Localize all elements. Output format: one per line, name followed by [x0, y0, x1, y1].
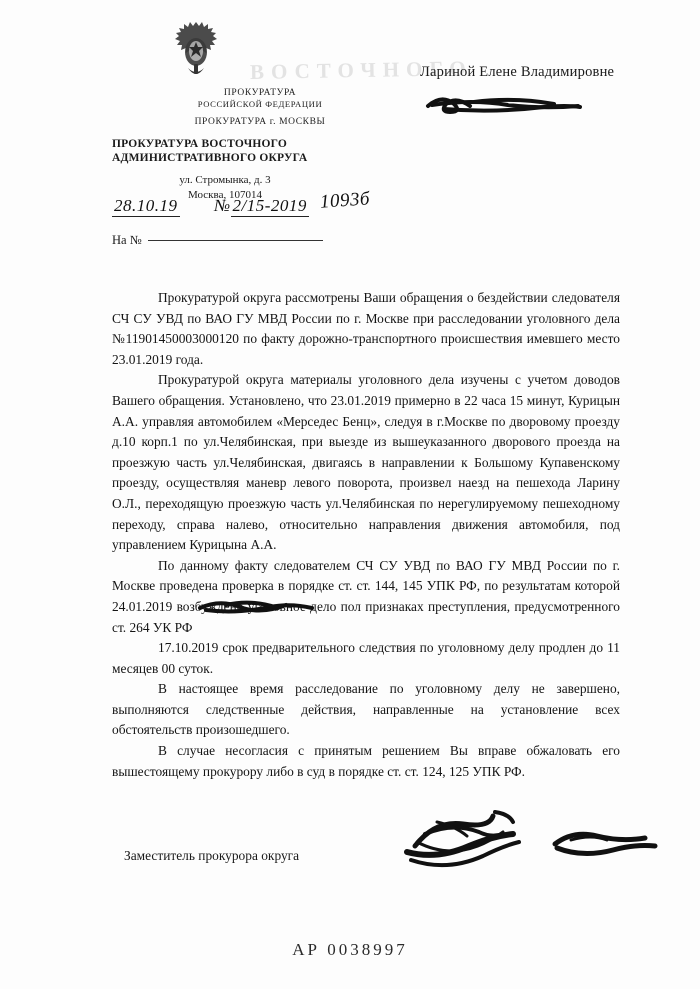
russian-coat-of-arms-icon	[168, 20, 224, 82]
reply-reference-rule	[148, 240, 323, 241]
office-address-line-2: Москва, 107014	[188, 189, 262, 202]
body-paragraph-3: По данному факту следователем СЧ СУ УВД по ВАО ГУ МВД России по г. Москве проведена проверка в порядке ст. ст. 144, 145 УПК РФ, по результатам которой 24.01.2019 возбуждено уголовное дело пол признаках преступления, предусмотренного ст. 264 УК РФ	[112, 557, 620, 635]
reply-reference-label: На №	[112, 233, 142, 247]
body-paragraph-1: Прокуратурой округа рассмотрены Ваши обращения о бездействии следователя СЧ СУ УВД по ВАО ГУ МВД России по г. Москве при расследовании уголовного дела №11901450003000120 по факту дорожно-транспортного происшествия имевшего место 23.01.2019 года.	[112, 290, 620, 367]
redaction-mark-address	[424, 92, 584, 114]
registration-date-value: 28.10.19	[114, 196, 178, 215]
signatory-title: Заместитель прокурора округа	[124, 848, 300, 863]
registration-stamp: 1093б	[319, 188, 371, 213]
handwritten-signature-icon	[395, 800, 665, 880]
letterhead	[110, 20, 410, 204]
reply-reference-row	[112, 233, 323, 248]
letterhead-line-1: ПРОКУРАТУРА	[223, 88, 297, 98]
office-title-line-2: АДМИНИСТРАТИВНОГО ОКРУГА	[112, 152, 308, 165]
body-paragraph-2: Прокуратурой округа материалы уголовного дела изучены с учетом доводов Вашего обращения. Установлено, что 23.01.2019 примерно в 22 часа 15 минут, Курицын А.А. управляя автомобилем «Мерседес Бенц», следуя в г.Москве по дворовому проезду д.10 корп.1 по ул.Челябинская, при выезде из вышеуказанного дворового проезда на проезжую часть ул.Челябинская, двигаясь в направлении к Большому Купавенскому проезду, осуществляя маневр левого поворота, произвел наезд на пешехода Ларину О.Л., переходящую проезжую часть ул.Челябинская по нерегулируемому пешеходному переходу, справа налево, относительно направления движения автомобиля, под управлением Курицына А.А.	[112, 372, 620, 553]
registration-number-prefix: №	[214, 196, 231, 215]
letterhead-line-3: ПРОКУРАТУРА г. МОСКВЫ	[194, 117, 326, 127]
office-address-line-1: ул. Стромынка, д. 3	[179, 173, 271, 186]
document-serial-code: АР 0038997	[292, 940, 408, 959]
letterhead-line-2: РОССИЙСКОЙ ФЕДЕРАЦИИ	[197, 99, 323, 109]
office-title-line-1: ПРОКУРАТУРА ВОСТОЧНОГО	[112, 138, 288, 150]
body-paragraph-4: 17.10.2019 срок предварительного следствия по уголовному делу продлен до 11 месяцев 00 суток.	[112, 640, 620, 676]
watermark-text: ВОСТОЧНОГО	[249, 56, 473, 84]
redaction-mark-body	[196, 597, 316, 615]
letter-body	[112, 288, 620, 782]
registration-number-value: 2/15-2019	[232, 196, 307, 215]
body-paragraph-6: В случае несогласия с принятым решением Вы вправе обжаловать его вышестоящему прокурору либо в суд в порядке ст. ст. 124, 125 УПК РФ.	[112, 743, 620, 779]
addressee-name: Лариной Елене Владимировне	[420, 64, 615, 80]
registration-date	[112, 196, 180, 216]
registration-number	[214, 196, 309, 216]
body-paragraph-5: В настоящее время расследование по уголовному делу не завершено, выполняются следственные действия, направленные на установление всех обстоятельств произошедшего.	[112, 681, 620, 738]
